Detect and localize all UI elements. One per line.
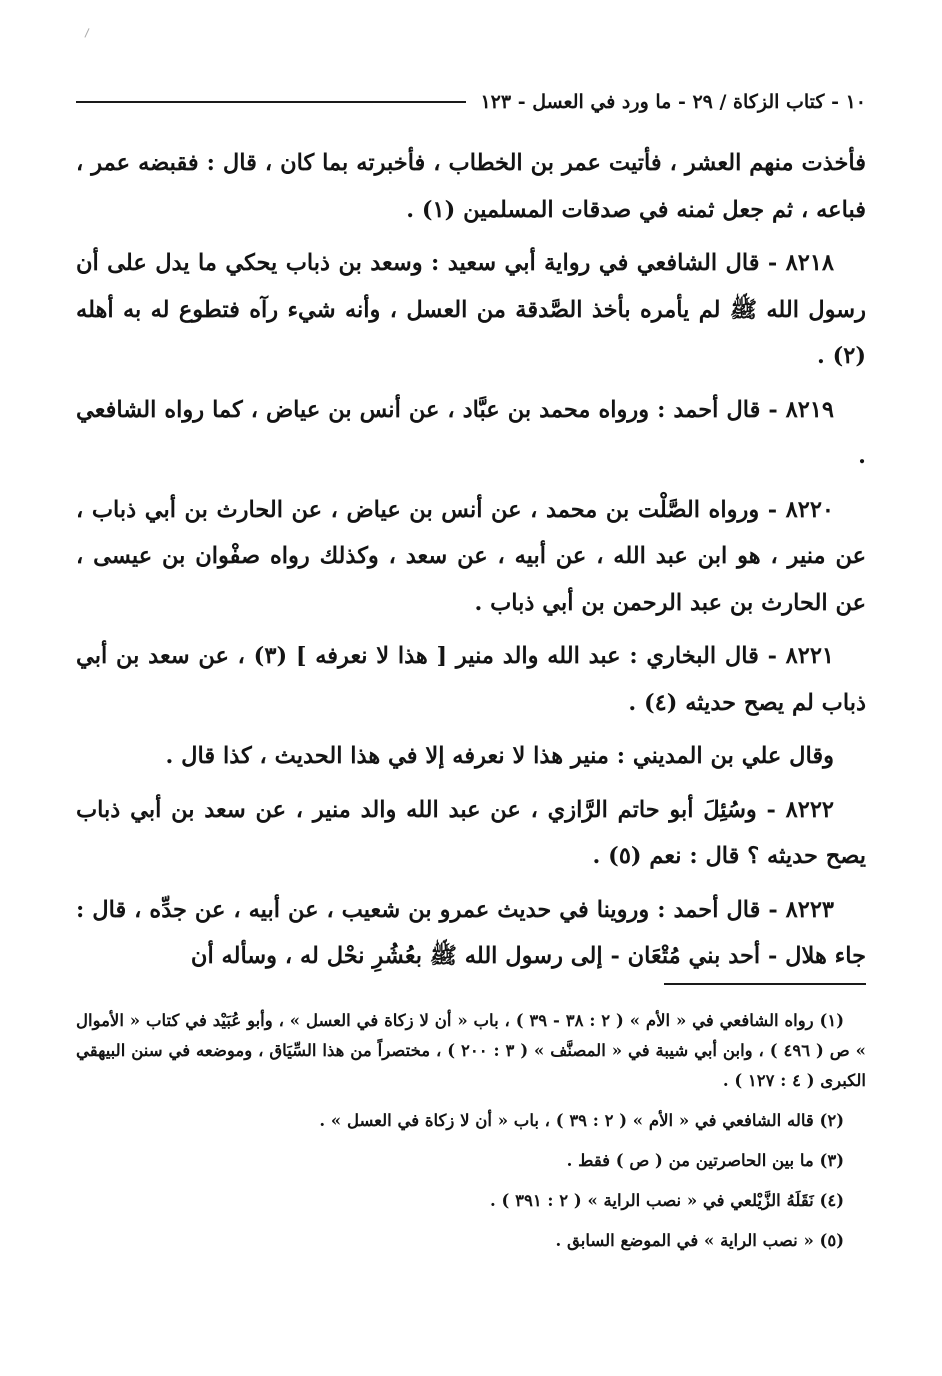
footnote-divider: [664, 983, 866, 985]
footnote: (٣) ما بين الحاصرتين من ( ص ) فقط .: [566, 1151, 844, 1170]
paragraph: وقال علي بن المديني : منير هذا لا نعرفه إلا في هذا الحديث ، كذا قال .: [165, 743, 834, 769]
main-text: [76, 140, 866, 987]
header-rule: [76, 101, 466, 103]
paragraph: ٨٢١٨ - قال الشافعي في رواية أبي سعيد : وسعد بن ذباب يحكي ما يدل على أن رسول الله ﷺ لم يأمره بأخذ الصَّدقة من العسل ، وأنه شيء رآه فتطوع له به أهله (٢) .: [76, 250, 866, 369]
paragraph: ٨٢١٩ - قال أحمد : ورواه محمد بن عبَّاد ، عن أنس بن عياض ، كما رواه الشافعي .: [76, 396, 866, 469]
paragraph: ٨٢٢٢ - وسُئِلَ أبو حاتم الرَّازي ، عن عبد الله والد منير ، عن سعد بن أبي ذباب يصح حديثه ؟ قال : نعم (٥) .: [76, 796, 866, 869]
footnote: (٤) نَقَلَهُ الزَّيْلعي في « نصب الراية » ( ٢ : ٣٩١ ) .: [490, 1191, 844, 1210]
paragraph: ٨٢٢١ - قال البخاري : عبد الله والد منير [ هذا لا نعرفه ] (٣) ، عن سعد بن أبي ذباب لم يصح حديثه (٤) .: [76, 643, 866, 716]
paragraph: ٨٢٢٣ - قال أحمد : وروينا في حديث عمرو بن شعيب ، عن أبيه ، عن جدِّه ، قال : جاء هلال - أحد بني مُتْعَان - إلى رسول الله ﷺ بعُشُرِ نحْل له ، وسأله أن: [76, 896, 866, 969]
footnote: (١) رواه الشافعي في « الأم » ( ٢ : ٣٨ - ٣٩ ) ، باب « أن لا زكاة في العسل » ، وأبو عُبَيْد في كتاب « الأموال » ص ( ٤٩٦ ) ، وابن أبي شيبة في « المصنَّف » ( ٣ : ٢٠٠ ) ، مختصراً من هذا السِّيَاق ، وموضعه في سنن البيهقي الكبرى ( ٤ : ١٢٧ ) .: [76, 1011, 866, 1090]
paragraph: ٨٢٢٠ - ورواه الصَّلْت بن محمد ، عن أنس بن عياض ، عن الحارث بن أبي ذباب ، عن منير ، هو ابن عبد الله ، عن أبيه ، عن سعد ، وكذلك رواه صفْوان بن عيسى ، عن الحارث بن عبد الرحمن بن أبي ذباب .: [76, 496, 866, 616]
footnote: (٢) قاله الشافعي في « الأم » ( ٢ : ٣٩ ) ، باب « أن لا زكاة في العسل » .: [319, 1111, 844, 1130]
footnotes: [76, 1006, 866, 1266]
running-header: [76, 82, 866, 122]
paragraph: فأخذت منهم العشر ، فأتيت عمر بن الخطاب ، فأخبرته بما كان ، قال : فقبضه عمر ، فباعه ، ثم جعل ثمنه في صدقات المسلمين (١) .: [76, 150, 866, 223]
footnote: (٥) « نصب الراية » في الموضع السابق .: [555, 1231, 844, 1250]
header-title: ١٠ - كتاب الزكاة / ٢٩ - ما ورد في العسل - ١٢٣: [480, 91, 866, 113]
scan-mark: [84, 28, 98, 42]
